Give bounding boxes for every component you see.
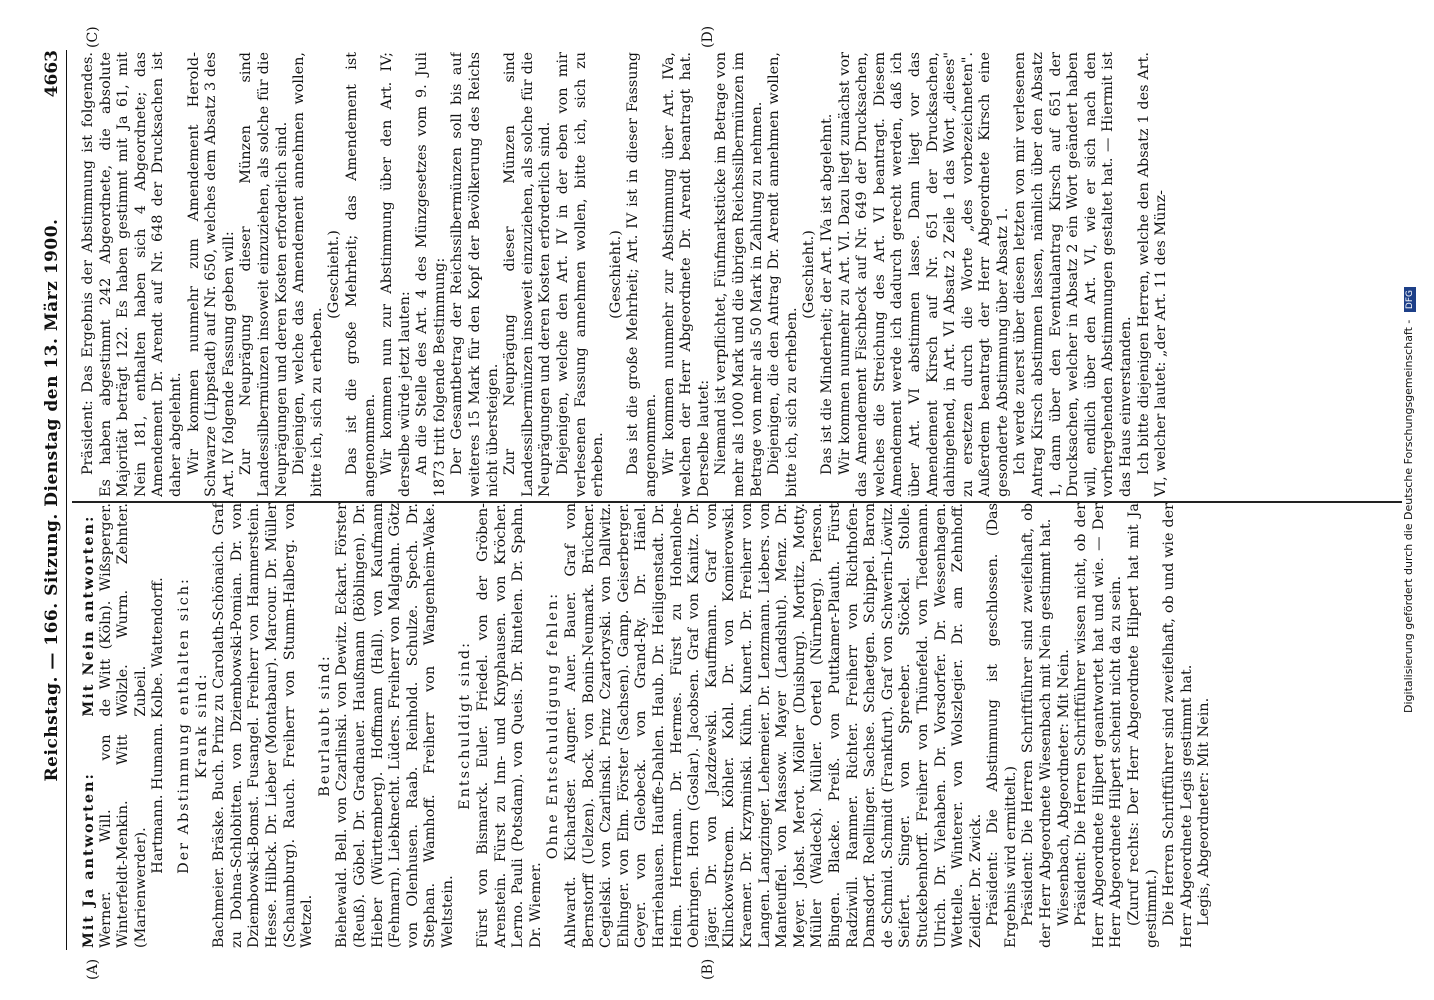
header-title: Reichstag. — 166. Sitzung. Dienstag den 13. März 1900. (42, 218, 62, 782)
paragraph-20: Ich werde zuerst über diesen letzten von mir verlesenen Antrag Kirsch abstimmen lassen, nämlich über den Absatz 1, dann über den Eventualantrag Kirsch auf 651 der Drucksachen, welcher in Absatz 2 ein Wort geändert haben will, endlich über den Art. VI, wie er sich nach den vorhergehenden Abstimmungen gestaltet hat. — Hiermit ist das Haus einverstanden. (1012, 52, 1135, 497)
ohne-names: Ahlwardt. Kichardser. Augner. Auer. Bauer. Graf von Bernstorff (Uelzen). Bock. von Bonin-Neumark. Brückner. Cegielski. von Czarlinski. Prinz Czartoryski. von Dallwitz. Ehlinger. von Elm. Förster (Sachsen). Gamp. Geiserberger. Geyer. von Gleobeck. von Grand-Ry. Dr. Hänel. Harriehausen. Hauffe-Dahlen. Haub. Dr. Heiligenstadt. Dr. Heim. Herrmann. Dr. Hermes. Fürst zu Hohenlohe-Oehringen. Horn (Goslar). Jacobsen. Graf von Kanitz. Dr. Jäger. Dr. von Jazdzewski. Kauffmann. Graf von Klinckowstroem. Köhler. Kohl. Dr. von Komierowski. Kraemer. Dr. Krzyminski. Kühn. Kunert. Dr. Freiherr von Langen. Langzinger. Lehemeier. Dr. Lenzmann. Liebers. von Manteuffel. von Massow. Mayer (Landshut). Menz. Dr. Meyer. Jobst. Merot. Möller (Duisburg). Mortitz. Motty. Müller (Waldeck). Müller. Oertel (Nürnberg). Pierson. Bingen. Blacke. Preiß. von Puttkamer-Plauth. Fürst Radziwill. Rammer. Richter. Freiherr von Richthofen-Damsdorf. Roellinger. Sachse. Schaetgen. Schippel. Baron de Schmid. Schmidt (Frankfurt). Graf von Schwerin-Löwitz. Seifert. Singer. von Spreeber. Stöckel. Stolle. Stuckebenhorff. Freiherr von Thünefeld. von Tiedemann. Ulrich. Dr. Viehaben. Dr. Vorsdorfer. Dr. Wessenhagen. Wettelle. Winterer. von Wolszlegier. Dr. am Zehnhoff. Zeidler. Dr. Zwick. (563, 503, 984, 948)
paragraph-21: Ich bitte diejenigen Herren, welche den Absatz 1 des Art. VI, welcher lautet: „der Art. 11 des Münz- (1135, 52, 1170, 497)
nein-names: de Witt (Köln). Wißsperger. Wölzle. Wurm. Zehnter. Zubeil. (97, 503, 149, 717)
margin-mark-d: (D) (700, 25, 716, 48)
page-number: 4663 (42, 50, 62, 98)
praesident-statement-3: Präsident: Die Herren Schriftführer wissen nicht, ob der Herr Abgeordnete Hilpert geantwortet hat und wie. — Der Herr Abgeordnete Hilpert scheint nicht da zu sein. (1073, 503, 1125, 948)
paragraph-1: Präsident: Das Ergebnis der Abstimmung ist folgendes. Es haben abgestimmt 242 Abgeordnete, die absolute Majorität beträgt 122. Es haben gestimmt mit Ja 61, mit Nein 181, enthalten haben sich 4 Abgeordnete; das Amendement Dr. Arendt auf Nr. 648 der Drucksachen ist daher abgelehnt. (80, 52, 184, 497)
ja-names: Werner. Will. von Winterfeldt-Menkin. Witt (Marienwerder). (97, 734, 149, 948)
paragraph-7: Wir kommen nun zur Abstimmung über den Art. IV; derselbe würde jetzt lauten: (379, 52, 413, 497)
praesident-statement-2: Präsident: Die Herren Schriftführer sind zweifelhaft, ob der Herr Abgeordnete Wiesenbach mit Nein gestimmt hat. (1020, 503, 1055, 948)
paragraph-12: (Geschieht.) (607, 230, 624, 319)
legis-reply: Legis, Abgeordneter: Mit Nein. (1196, 697, 1213, 926)
margin-mark-c: (C) (85, 26, 101, 48)
paragraph-14: Wir kommen nunmehr zur Abstimmung über Art. IVa, welchen der Herr Abgeordnete Dr. Arendt beantragt hat. Derselbe lautet: (660, 52, 712, 497)
beurlaubt-heading: Beurlaubt sind: (316, 654, 333, 797)
page-header (40, 50, 67, 950)
paragraph-2: Wir kommen nunmehr zum Amendement Herold-Schwarze (Lippstadt) auf Nr. 650, welches dem Absatz 3 des Art. IV folgende Fassung geben will: (185, 52, 237, 497)
paragraph-6: Das ist die große Mehrheit; das Amendement ist angenommen. (343, 52, 378, 497)
schriftfuehrer-note: Die Herren Schriftführer sind zweifelhaft, ob und wie der Herr Abgeordnete Legis gestimmt hat. (1161, 503, 1195, 948)
right-column (80, 52, 1400, 497)
beurlaubt-names: Biehewald. Bell. von Czarlinski. von Dewitz. Eckart. Förster (Reuß). Göbel. Dr. Gradnauer. Haußmann (Böblingen). Dr. Hieber (Württemberg). Hoffmann (Hall). von Kaufmann (Fehmarn). Liebknecht. Lüders. Freiherr von Malgahn. Götz von Olenhusen. Raab. Reinhold. Schulze. Spech. Dr. Stephan. Wamhoff. Freiherr von Wangenheim-Wake. Weltstein. (334, 503, 456, 948)
paragraph-19: Wir kommen nunmehr zu Art. VI. Dazu liegt zunächst vor das Amendement Fischbeck auf Nr. 649 der Drucksachen, welches die Streichung des Art. VI beantragt. Diesem Amendement werde ich dadurch gerecht werden, daß ich über Art. VI abstimmen lasse. Dann liegt vor das Amendement Kirsch auf Nr. 651 der Drucksachen, dahingehend, in Art. VI Absatz 2 Zeile 1 das Wort „dieses" zu ersetzen durch die Worte „des vorbezeichneten". Außerdem beantragt der Herr Abgeordnete Kirsch eine gesonderte Abstimmung über Absatz 1. (836, 52, 1011, 497)
paragraph-8: An die Stelle des Art. 4 des Münzgesetzes vom 9. Juli 1873 tritt folgende Bestimmung: (414, 52, 448, 497)
vote-names (98, 503, 151, 948)
left-column (80, 503, 1400, 948)
digitization-footer (1402, 0, 1428, 1000)
paragraph-3: Zur Neuprägung dieser Münzen sind Landessilbermünzen insoweit einzuziehen, als solche für die Neuprägungen und deren Kosten erforderlich sind. (238, 52, 290, 497)
paragraph-9: Der Gesamtbetrag der Reichssilbermünzen soll bis auf weiteres 15 Mark für den Kopf der Bevölkerung des Reichs nicht übersteigen. (449, 52, 501, 497)
paragraph-17: (Geschieht.) (801, 230, 818, 319)
paragraph-4: Diejenigen, welche das Amendement annehmen wollen, bitte ich, sich zu erheben. (291, 52, 325, 497)
zuruf-rechts: (Zuruf rechts: Der Herr Abgeordnete Hilpert hat mit Ja gestimmt.) (1126, 503, 1160, 948)
vote-headings (80, 503, 98, 948)
dfg-logo: DFG (1404, 287, 1416, 312)
entschuldigt-names: Fürst von Bismarck. Euler. Friedel. von der Gröben-Arenstein. Fürst zu Inn- und Knyphausen. von Kröcher. Lerno. Pauli (Potsdam). von Queis. Dr. Rintelen. Dr. Spahn. Dr. Wiemer. (475, 503, 544, 948)
entschuldigt-heading: Entschuldigt sind: (457, 641, 474, 810)
paragraph-10: Zur Neuprägung dieser Münzen sind Landessilbermünzen insoweit einzuziehen, als solche für die Neuprägungen und deren Kosten erforderlich sind. (502, 52, 554, 497)
wattendorff-line: Hartmann. Humann. Kolbe. Wattendorff. (150, 577, 167, 874)
praesident-statement-1: Präsident: Die Abstimmung ist geschlossen. (Das Ergebnis wird ermittelt.) (985, 503, 1019, 948)
paragraph-18: Das ist die Minderheit; der Art. IVa ist abgelehnt. (818, 113, 835, 475)
nein-heading: Mit Nein antworten: (80, 514, 97, 717)
margin-mark-b: (B) (700, 958, 716, 980)
ohne-heading: Ohne Entschuldigung fehlen: (545, 591, 562, 860)
margin-mark-a: (A) (85, 958, 101, 980)
paragraph-5: (Geschieht.) (326, 230, 343, 319)
paragraph-16: Diejenigen, die den Antrag Dr. Arendt annehmen wollen, bitte ich, sich zu erheben. (766, 52, 800, 497)
footer-text: Digitalisierung gefördert durch die Deutsche Forschungsgemeinschaft - (1402, 319, 1415, 713)
ja-heading: Mit Ja antworten: (80, 772, 97, 948)
krank-names: Bachmeier. Bräske. Buch. Prinz zu Carolath-Schönaich. Graf zu Dohna-Schlobitten. von Dziembowski-Pomian. Dr. von Dziembowski-Bomst. Fusangel. Freiherr von Hammerstein. Hesse. Hilbck. Dr. Lieber (Montabaur). Marcour. Dr. Müller (Schaumburg). Rauch. Freiherr von Stumm-Halberg. von Wetzel. (211, 503, 316, 948)
wiesenbach-reply: Wiesenbach, Abgeordneter: Mit Nein. (1055, 649, 1072, 926)
abstained-heading: Der Abstimmung enthalten sich: (175, 577, 192, 874)
krank-heading: Krank sind: (193, 672, 210, 779)
paragraph-13: Das ist die große Mehrheit; Art. IV ist in dieser Fassung angenommen. (625, 52, 659, 497)
paragraph-15: Niemand ist verpflichtet, Fünfmarkstücke im Betrage von mehr als 1000 Mark und die übrigen Reichssilbermünzen im Betrage von mehr als 50 Mark in Zahlung zu nehmen. (713, 52, 765, 497)
paragraph-11: Diejenigen, welche den Art. IV in der eben von mir verlesenen Fassung annehmen wollen, bitte ich, sich zu erheben. (555, 52, 607, 497)
